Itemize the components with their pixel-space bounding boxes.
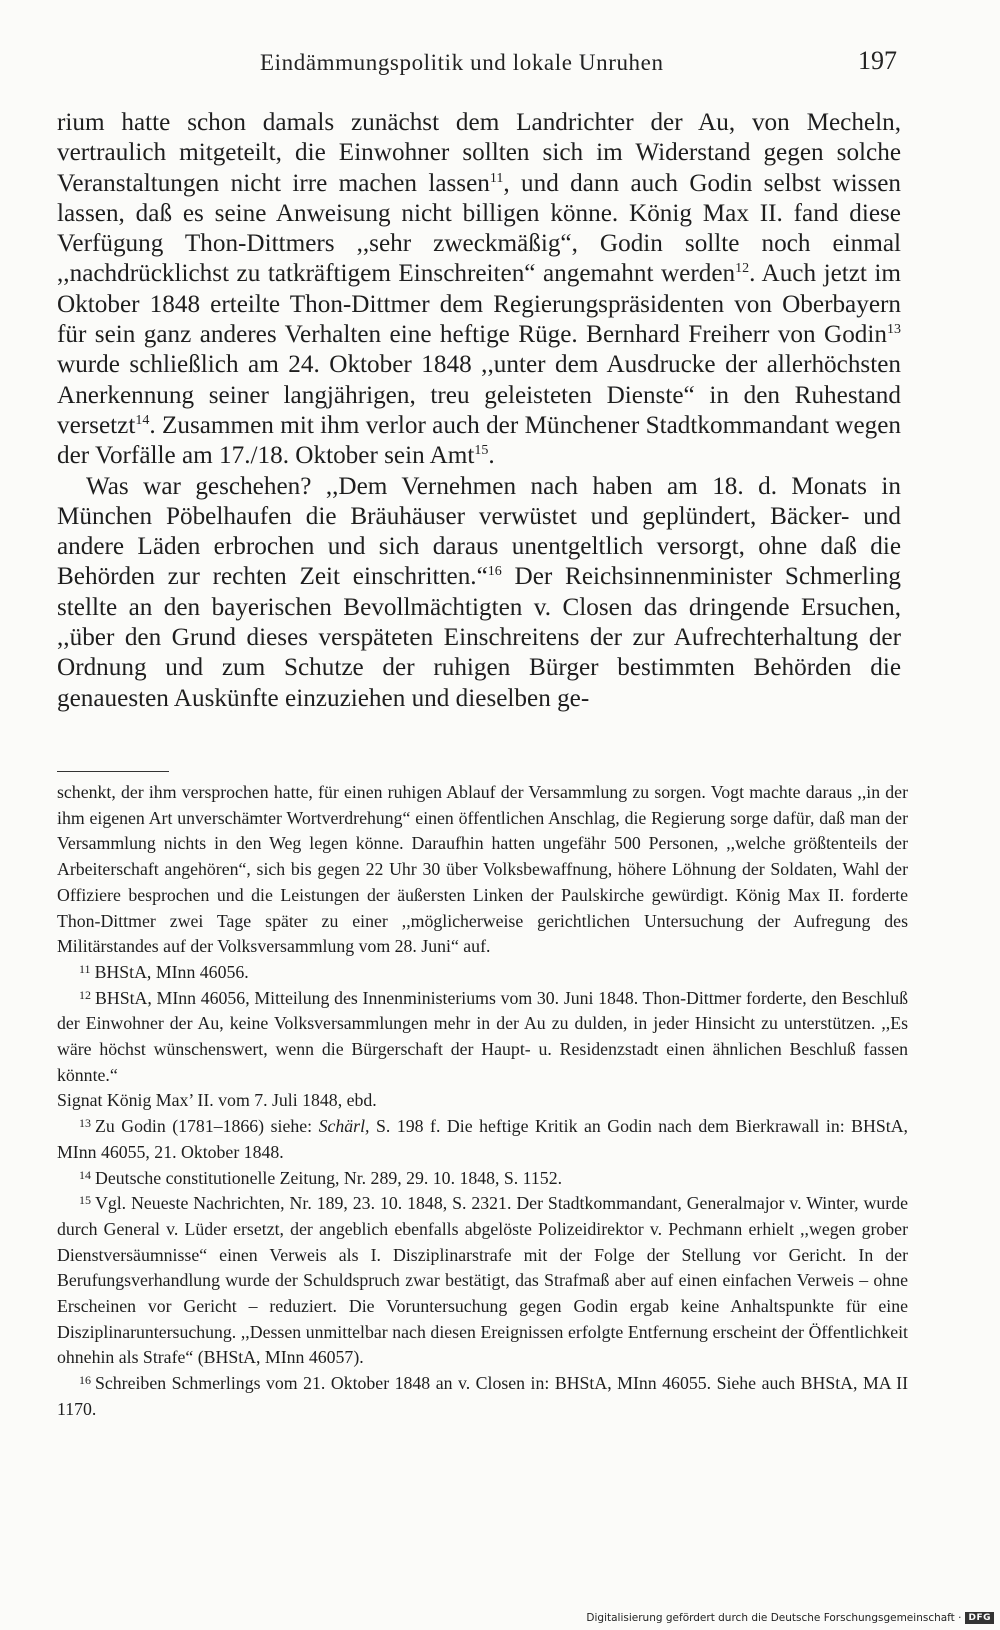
footnote-ref-14[interactable]: 14 bbox=[135, 412, 150, 428]
footnote-text: Schreiben Schmerlings vom 21. Oktober 1848 an v. Closen in: BHStA, MInn 46055. Siehe auch BHStA, MA II 1170. bbox=[57, 1373, 908, 1419]
footnote-text: BHStA, MInn 46056. bbox=[94, 961, 249, 982]
footnote-text: Vgl. Neueste Nachrichten, Nr. 189, 23. 10. 1848, S. 2321. Der Stadtkommandant, Generalmajor v. Winter, wurde durch General v. Lüder ersetzt, der angeblich ebenfalls abgelöste Polizeidirektor v. Pechmann erhielt ,,wegen grober Dienstversäumnisse“ einen Verweis als I. Disziplinarstrafe mit der Folge der Stellung vor Gericht. In der Berufungsverhandlung wurde der Schuldspruch zwar bestätigt, das Strafmaß aber auf einen einfachen Verweis – ohne Erscheinen vor Gericht – reduziert. Die Voruntersuchung gegen Godin ergab keine Anhaltspunkte für eine Disziplinaruntersuchung. ,,Dessen unmittelbar nach diesen Ereignissen erfolgte Entfernung erscheint der Öffentlichkeit ohnehin als Strafe“ (BHStA, MInn 46057). bbox=[57, 1193, 908, 1368]
text-run: rium hatte schon damals zunächst dem Landrichter der Au, von Mecheln, vertraulich mitgeteilt, die Einwohner sollten sich im Widerstand gegen solche Veranstaltungen nicht irre machen lassen bbox=[57, 109, 901, 197]
footnote-16 bbox=[57, 1371, 908, 1422]
text-run: Was war geschehen? ,,Dem Vernehmen nach haben am 18. d. Monats in München Pöbelhaufen die Bräuhäuser verwüstet und geplündert, Bäcker- und andere Läden erbrochen und sich daraus unentgeltlich versorgt, ohne daß die Behörden zur rechten Zeit einschritten.“ bbox=[57, 472, 901, 591]
footnotes bbox=[57, 780, 908, 1423]
footnote-continuation: schenkt, der ihm versprochen hatte, für einen ruhigen Ablauf der Versammlung zu sorgen. Vogt machte daraus ,,in der ihm eigenen Art unverschämter Wortverdrehung“ einen öffentlichen Anschlag, die Regierung sorge dafür, daß man der Versammlung nichts in den Weg legen könne. Daraufhin hatten ungefähr 500 Personen, ,,welche größtenteils der Arbeiterschaft angehören“, sich bis gegen 22 Uhr 30 über Volksbewaffnung, höhere Löhnung der Soldaten, Wahl der Offiziere besprochen und die Leistungen der äußersten Linken der Paulskirche gewürdigt. König Max II. forderte Thon-Dittmer zwei Tage später zu einer ,,möglicherweise gerichtlichen Untersuchung der Aufregung des Militärstandes auf der Volksversammlung vom 28. Juni“ auf. bbox=[57, 782, 908, 957]
footnote-number: 12 bbox=[79, 987, 91, 1002]
footnote-number: 14 bbox=[79, 1167, 91, 1182]
footnote-divider bbox=[57, 771, 169, 772]
footnote-ref-13[interactable]: 13 bbox=[887, 322, 901, 338]
footnote-ref-16[interactable]: 16 bbox=[487, 564, 502, 580]
footnote-ref-11[interactable]: 11 bbox=[489, 170, 504, 186]
footnote-text: Deutsche constitutionelle Zeitung, Nr. 289, 29. 10. 1848, S. 1152. bbox=[95, 1167, 563, 1188]
paragraph-2 bbox=[57, 472, 901, 714]
text-run: . Auch jetzt im Oktober 1848 erteilte Thon-Dittmer dem Regierungspräsidenten von Oberbayern für sein ganz anderes Verhalten eine heftige Rüge. Bernhard Freiherr von Godin bbox=[57, 260, 902, 349]
footnote-number: 13 bbox=[79, 1116, 91, 1131]
credit-text: Digitalisierung gefördert durch die Deutsche Forschungsgemeinschaft · bbox=[586, 1612, 962, 1624]
footnote-number: 15 bbox=[79, 1193, 91, 1208]
page-number: 197 bbox=[858, 46, 897, 75]
footnote-12 bbox=[57, 986, 908, 1089]
paragraph-1 bbox=[57, 108, 901, 472]
running-head bbox=[0, 46, 1000, 86]
text-run: , und dann auch Godin selbst wissen lassen, daß es seine Anweisung nicht billigen könne. König Max II. fand diese Verfügung Thon-Dittmers ,,sehr zweckmäßig“, Godin sollte noch einmal ,,nachdrücklichst zu tatkräftigem Einschreiten“ angemahnt werden bbox=[57, 169, 901, 288]
author-citation: Schärl, bbox=[318, 1116, 370, 1137]
footnote-15 bbox=[57, 1191, 908, 1371]
text-run: wurde schließlich am 24. Oktober 1848 ,,unter dem Ausdrucke der allerhöchsten Anerkennung seiner langjährigen, treu geleisteten Dienste“ in den Ruhestand versetzt bbox=[57, 351, 901, 439]
dfg-logo-icon: DFG bbox=[965, 1612, 994, 1624]
footnote-text: S. 198 f. Die heftige Kritik an Godin nach dem Bierkrawall in: BHStA, MInn 46055, 21. Oktober 1848. bbox=[57, 1116, 908, 1162]
digitization-credit bbox=[586, 1612, 994, 1624]
footnote-number: 11 bbox=[79, 961, 91, 976]
text-run: . Zusammen mit ihm verlor auch der Münchener Stadtkommandant wegen der Vorfälle am 17./18. Oktober sein Amt bbox=[57, 411, 901, 470]
footnote-ref-12[interactable]: 12 bbox=[735, 261, 750, 277]
footnote-14 bbox=[57, 1166, 908, 1192]
text-run: . bbox=[488, 442, 495, 470]
footnote-13 bbox=[57, 1114, 908, 1165]
footnote-12-signat: Signat König Max’ II. vom 7. Juli 1848, ebd. bbox=[57, 1090, 377, 1111]
footnote-number: 16 bbox=[79, 1373, 91, 1388]
footnote-text: BHStA, MInn 46056, Mitteilung des Innenministeriums vom 30. Juni 1848. Thon-Dittmer forderte, den Beschluß der Einwohner der Au, keine Volksversammlungen mehr in der Au zu dulden, in jeder Hinsicht zu unterstützen. ,,Es wäre höchst wünschenswert, wenn die Bürgerschaft der Haupt- u. Residenzstadt einen ähnlichen Beschluß fassen könnte.“ bbox=[57, 987, 908, 1085]
footnote-text: Zu Godin (1781–1866) siehe: bbox=[95, 1116, 319, 1137]
footnote-11 bbox=[57, 960, 908, 986]
footnote-ref-15[interactable]: 15 bbox=[474, 443, 489, 459]
text-run: Der Reichsinnenminister Schmerling stellte an den bayerischen Bevollmächtigten v. Closen das dringende Ersuchen, ,,über den Grund dieses verspäteten Einschreitens der zur Aufrechterhaltung der Ordnung und zum Schutze der ruhigen Bürger bestimmten Behörden die genauesten Auskünfte einzuziehen und dieselben ge- bbox=[57, 563, 901, 712]
main-text bbox=[57, 108, 901, 714]
running-title: Eindämmungspolitik und lokale Unruhen bbox=[260, 50, 664, 75]
